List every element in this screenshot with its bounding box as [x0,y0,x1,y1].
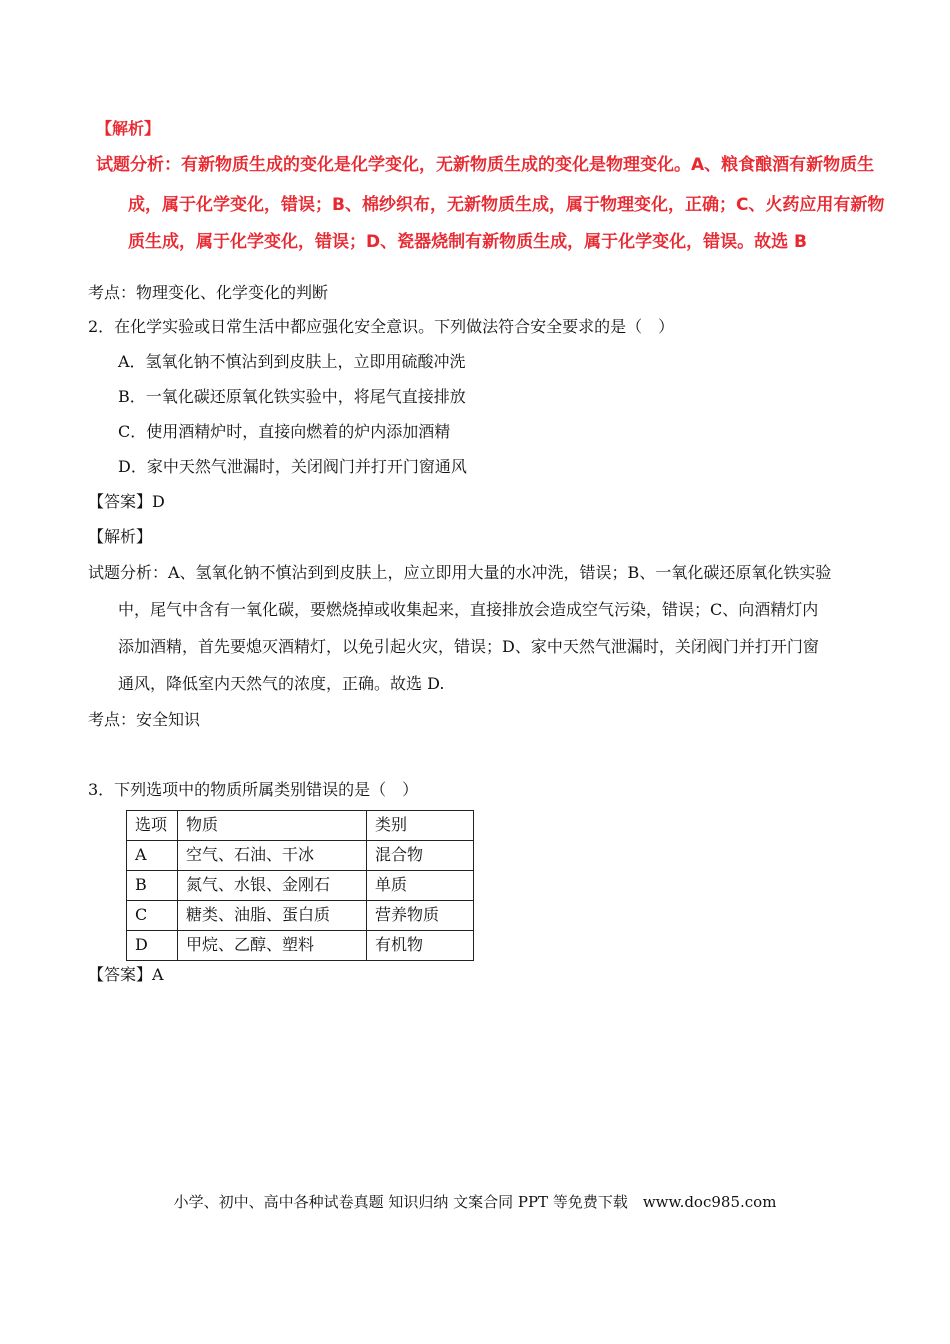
table-cell: A [127,841,178,871]
q2-option-c: C．使用酒精炉时，直接向燃着的炉内添加酒精 [118,422,451,441]
page-footer: 小学、初中、高中各种试卷真题 知识归纳 文案合同 PPT 等免费下载 www.doc985.com [173,1193,777,1211]
table-cell: 有机物 [367,931,474,961]
table-cell: 氮气、水银、金刚石 [178,871,367,901]
table-header-cell: 选项 [127,811,178,841]
q3-table [126,810,474,961]
table-header-row [127,811,474,841]
table-row [127,871,474,901]
q2-kaodian: 考点：安全知识 [88,710,201,729]
q2-option-a: A．氢氧化钠不慎沾到到皮肤上，立即用硫酸冲洗 [118,352,466,371]
table-row [127,931,474,961]
q2-option-d: D．家中天然气泄漏时，关闭阀门并打开门窗通风 [118,457,467,476]
q1-analysis-line-1: 试题分析：有新物质生成的变化是化学变化，无新物质生成的变化是物理变化。A、粮食酿酒有新物质生 [96,155,875,175]
q2-analysis-line-1: 试题分析：A、氢氧化钠不慎沾到到皮肤上，应立即用大量的水冲洗，错误；B、一氧化碳还原氧化铁实验 [88,563,832,582]
table-cell: 糖类、油脂、蛋白质 [178,901,367,931]
q2-option-b: B．一氧化碳还原氧化铁实验中，将尾气直接排放 [118,387,466,406]
q2-analysis-line-3: 添加酒精，首先要熄灭酒精灯，以免引起火灾，错误；D、家中天然气泄漏时，关闭阀门并打开门窗 [118,637,819,656]
table-cell: 甲烷、乙醇、塑料 [178,931,367,961]
q2-analysis-line-4: 通风，降低室内天然气的浓度，正确。故选 D. [118,674,445,693]
q3-stem: 3．下列选项中的物质所属类别错误的是（ ） [88,780,419,799]
table-cell: 单质 [367,871,474,901]
table-header-cell: 类别 [367,811,474,841]
q1-analysis-line-3: 质生成，属于化学变化，错误；D、瓷器烧制有新物质生成，属于化学变化，错误。故选 B [128,232,807,252]
table-cell: 空气、石油、干冰 [178,841,367,871]
table-header-cell: 物质 [178,811,367,841]
q3-answer: 【答案】A [88,965,164,984]
table-cell: 混合物 [367,841,474,871]
q2-stem: 2．在化学实验或日常生活中都应强化安全意识。下列做法符合安全要求的是（ ） [88,317,675,336]
q2-answer: 【答案】D [88,492,165,511]
table-cell: D [127,931,178,961]
table-row [127,901,474,931]
q2-analysis-line-2: 中，尾气中含有一氧化碳，要燃烧掉或收集起来，直接排放会造成空气污染，错误；C、向酒精灯内 [118,600,819,619]
table-row [127,841,474,871]
q2-analysis-header: 【解析】 [88,527,153,546]
table-cell: B [127,871,178,901]
table-cell: 营养物质 [367,901,474,931]
q1-kaodian: 考点：物理变化、化学变化的判断 [88,283,329,302]
q1-analysis-line-2: 成，属于化学变化，错误；B、棉纱织布，无新物质生成，属于物理变化，正确；C、火药应用有新物 [128,195,885,215]
q1-analysis-header: 【解析】 [96,119,161,138]
table-cell: C [127,901,178,931]
